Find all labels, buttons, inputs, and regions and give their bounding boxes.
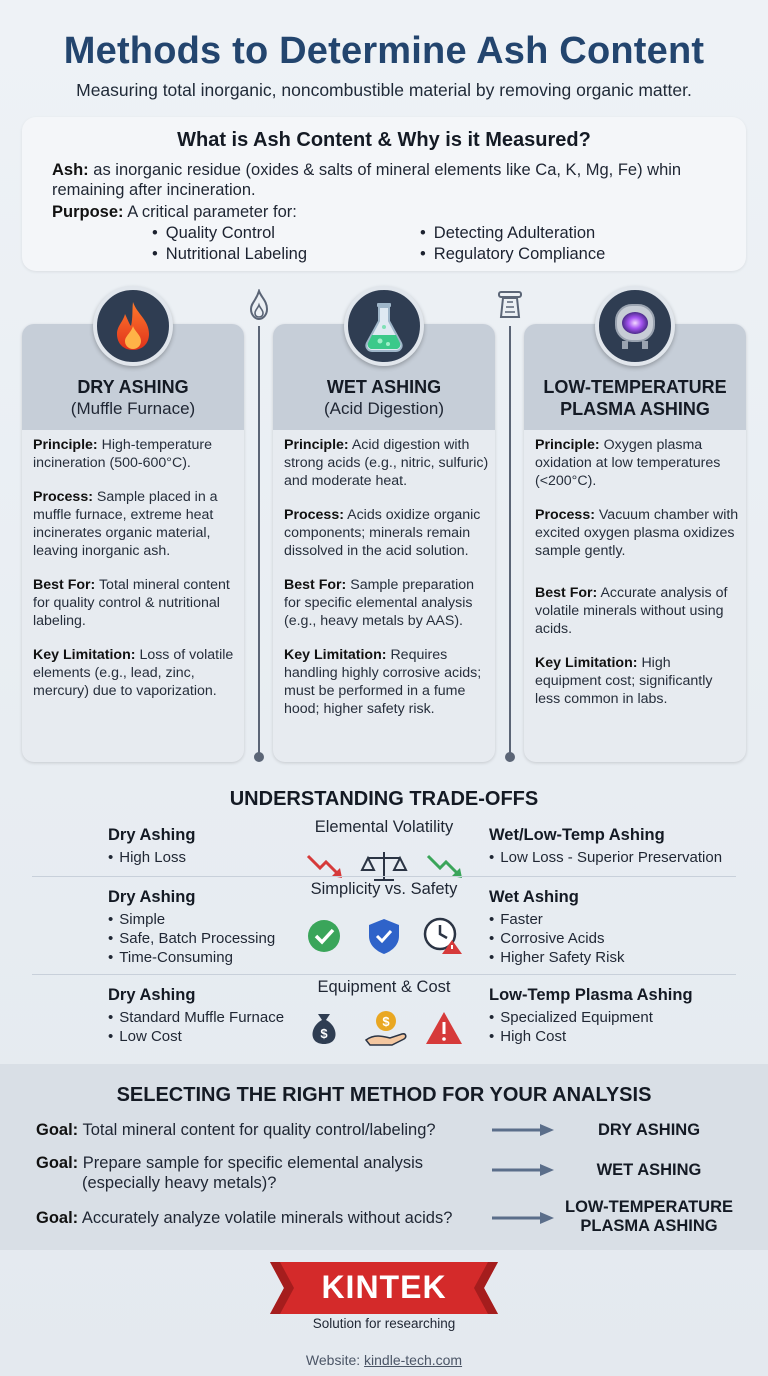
purpose-text: A critical parameter for: <box>127 203 297 221</box>
limitation-value: High equipment cost; significantly less common in labs. <box>535 655 713 707</box>
small-plasma-chamber-icon <box>496 290 524 320</box>
best-for-text <box>535 584 740 638</box>
card-title: LOW-TEMPERATURE PLASMA ASHING <box>543 377 727 419</box>
divider-line <box>509 326 511 754</box>
flask-icon <box>344 286 424 366</box>
checkmark-icon <box>308 920 340 952</box>
list-item: • Higher Safety Risk <box>489 948 624 967</box>
row-left-heading: Dry Ashing <box>108 826 196 844</box>
limitation-label: Key Limitation: <box>33 647 136 663</box>
principle-label: Principle: <box>33 437 98 453</box>
row-right-list <box>489 910 624 967</box>
process-value: Vacuum chamber with excited oxygen plasma oxidizes sample gently. <box>535 507 739 559</box>
intro-heading: What is Ash Content & Why is it Measured? <box>177 129 591 151</box>
purpose-label: Purpose: <box>52 203 124 221</box>
goal-label: Goal: <box>36 1121 79 1139</box>
list-item: • Corrosive Acids <box>489 929 624 948</box>
plasma-chamber-icon <box>595 286 675 366</box>
cost-icons <box>300 1008 468 1048</box>
list-item: • Time-Consuming <box>108 948 275 967</box>
tradeoffs-title: UNDERSTANDING TRADE-OFFS <box>229 788 539 810</box>
goal-row <box>36 1153 423 1193</box>
process-text <box>535 506 740 560</box>
clock-warning-icon <box>425 919 462 954</box>
selection-section <box>0 1064 768 1250</box>
page-subtitle: Measuring total inorganic, noncombustible material by removing organic matter. <box>76 80 692 100</box>
goal-text-cont: (especially heavy metals)? <box>82 1174 277 1192</box>
warning-triangle-icon <box>426 1012 462 1044</box>
website-line <box>0 1352 768 1368</box>
best-for-text <box>33 576 238 630</box>
purpose-item: • Regulatory Compliance <box>420 244 605 265</box>
row-left-list <box>108 848 186 867</box>
list-item: • Standard Muffle Furnace <box>108 1008 284 1027</box>
principle-value: Acid digestion with strong acids (e.g., nitric, sulfuric) and moderate heat. <box>284 437 489 489</box>
limitation-text <box>535 654 740 708</box>
principle-text <box>284 436 489 490</box>
list-item: • Faster <box>489 910 624 929</box>
row-left-heading: Dry Ashing <box>108 888 196 906</box>
row-left-heading: Dry Ashing <box>108 986 196 1004</box>
list-item: • Simple <box>108 910 275 929</box>
limitation-text <box>33 646 238 700</box>
purpose-item: • Detecting Adulteration <box>420 223 605 244</box>
tradeoffs-section <box>0 780 768 1060</box>
process-value: Sample placed in a muffle furnace, extreme heat incinerates organic material, leaving inorganic ash. <box>33 489 218 559</box>
purpose-item: • Nutritional Labeling <box>152 244 307 265</box>
row-left-list <box>108 1008 284 1046</box>
coin-hand-icon <box>366 1011 406 1045</box>
money-bag-icon <box>313 1014 336 1044</box>
shield-icon <box>369 919 399 954</box>
small-flame-icon <box>247 289 271 321</box>
row-left-list <box>108 910 275 967</box>
row-center-heading: Elemental Volatility <box>314 818 454 836</box>
card-title: WET ASHING <box>326 377 442 397</box>
card-title: DRY ASHING <box>77 377 189 397</box>
page-title: Methods to Determine Ash Content <box>63 30 705 72</box>
row-center-heading: Equipment & Cost <box>317 978 451 996</box>
arrow-right-icon <box>490 1162 556 1178</box>
limitation-value: Requires handling highly corrosive acids; must be performed in a fume hood; higher safety risk. <box>284 647 482 717</box>
best-for-label: Best For: <box>535 585 598 601</box>
principle-label: Principle: <box>284 437 349 453</box>
process-value: Acids oxidize organic components; minerals remain dissolved in the acid solution. <box>284 507 481 559</box>
trend-down-green-icon <box>428 856 462 878</box>
goal-text: Total mineral content for quality control/labeling? <box>82 1121 436 1139</box>
brand-tagline: Solution for researching <box>312 1316 456 1331</box>
list-item: • Specialized Equipment <box>489 1008 653 1027</box>
list-item: • Low Cost <box>108 1027 284 1046</box>
principle-value: Oxygen plasma oxidation at low temperatures (<200°C). <box>535 437 721 489</box>
list-item: • Safe, Batch Processing <box>108 929 275 948</box>
safety-icons <box>300 916 468 956</box>
brand-name: KINTEK <box>321 1269 447 1305</box>
divider-dot <box>254 752 264 762</box>
intro-panel <box>22 117 746 271</box>
card-body <box>535 436 740 724</box>
limitation-value: Loss of volatile elements (e.g., lead, zinc, mercury) due to vaporization. <box>33 647 234 699</box>
goal-result: LOW-TEMPERATURE PLASMA ASHING <box>564 1198 733 1235</box>
process-label: Process: <box>535 507 595 523</box>
row-right-heading: Wet/Low-Temp Ashing <box>489 826 665 844</box>
goal-row <box>36 1120 436 1140</box>
list-item: • High Loss <box>108 848 186 867</box>
goal-label: Goal: <box>36 1154 79 1172</box>
brand-logo <box>270 1262 498 1314</box>
principle-value: High-temperature incineration (500-600°C). <box>33 437 213 471</box>
ash-label: Ash: <box>52 161 89 179</box>
ash-text: as inorganic residue (oxides & salts of mineral elements like Ca, K, Mg, Fe) whin remaining after incineration. <box>52 161 682 199</box>
goal-label: Goal: <box>36 1209 79 1227</box>
best-for-value: Sample preparation for specific elemental analysis (e.g., heavy metals by AAS). <box>284 577 475 629</box>
purpose-line <box>52 203 297 222</box>
row-center-heading: Simplicity vs. Safety <box>310 880 458 898</box>
best-for-label: Best For: <box>284 577 347 593</box>
row-right-list <box>489 848 722 867</box>
goal-text: Prepare sample for specific elemental analysis <box>82 1154 424 1172</box>
limitation-label: Key Limitation: <box>284 647 387 663</box>
website-label: Website: <box>305 1352 361 1368</box>
row-separator <box>32 876 736 877</box>
ash-definition <box>52 160 732 200</box>
limitation-label: Key Limitation: <box>535 655 638 671</box>
process-text <box>33 488 238 560</box>
card-subtitle: (Acid Digestion) <box>324 399 444 418</box>
best-for-value: Total mineral content for quality control & nutritional labeling. <box>33 577 230 629</box>
process-label: Process: <box>284 507 344 523</box>
svg-text:$: $ <box>382 1014 390 1029</box>
method-card-dry-ashing <box>22 324 244 762</box>
card-subtitle: (Muffle Furnace) <box>70 399 196 418</box>
website-link[interactable]: kindle-tech.com <box>364 1352 463 1368</box>
card-body <box>33 436 238 716</box>
trend-down-red-icon <box>308 856 342 878</box>
principle-text <box>535 436 740 490</box>
arrow-right-icon <box>490 1122 556 1138</box>
principle-label: Principle: <box>535 437 600 453</box>
row-separator <box>32 974 736 975</box>
selection-title: SELECTING THE RIGHT METHOD FOR YOUR ANALYSIS <box>116 1084 652 1106</box>
row-right-list <box>489 1008 653 1046</box>
arrow-right-icon <box>490 1210 556 1226</box>
process-label: Process: <box>33 489 93 505</box>
process-text <box>284 506 489 560</box>
row-right-heading: Low-Temp Plasma Ashing <box>489 986 693 1004</box>
divider-dot <box>505 752 515 762</box>
purpose-item: • Quality Control <box>152 223 307 244</box>
divider-line <box>258 326 260 754</box>
svg-text:$: $ <box>320 1026 328 1041</box>
best-for-text <box>284 576 489 630</box>
list-item: • High Cost <box>489 1027 653 1046</box>
best-for-label: Best For: <box>33 577 96 593</box>
goal-result: WET ASHING <box>596 1161 702 1179</box>
purpose-list-left <box>152 223 307 265</box>
list-item: • Low Loss - Superior Preservation <box>489 848 722 867</box>
card-body <box>284 436 489 734</box>
row-right-heading: Wet Ashing <box>489 888 579 906</box>
goal-result: DRY ASHING <box>597 1121 701 1139</box>
method-card-plasma-ashing <box>524 324 746 762</box>
goal-row <box>36 1208 452 1228</box>
flame-icon <box>93 286 173 366</box>
method-card-wet-ashing <box>273 324 495 762</box>
limitation-text <box>284 646 489 718</box>
purpose-list-right <box>420 223 605 265</box>
best-for-value: Accurate analysis of volatile minerals without using acids. <box>535 585 728 637</box>
principle-text <box>33 436 238 472</box>
goal-text: Accurately analyze volatile minerals without acids? <box>81 1209 453 1227</box>
